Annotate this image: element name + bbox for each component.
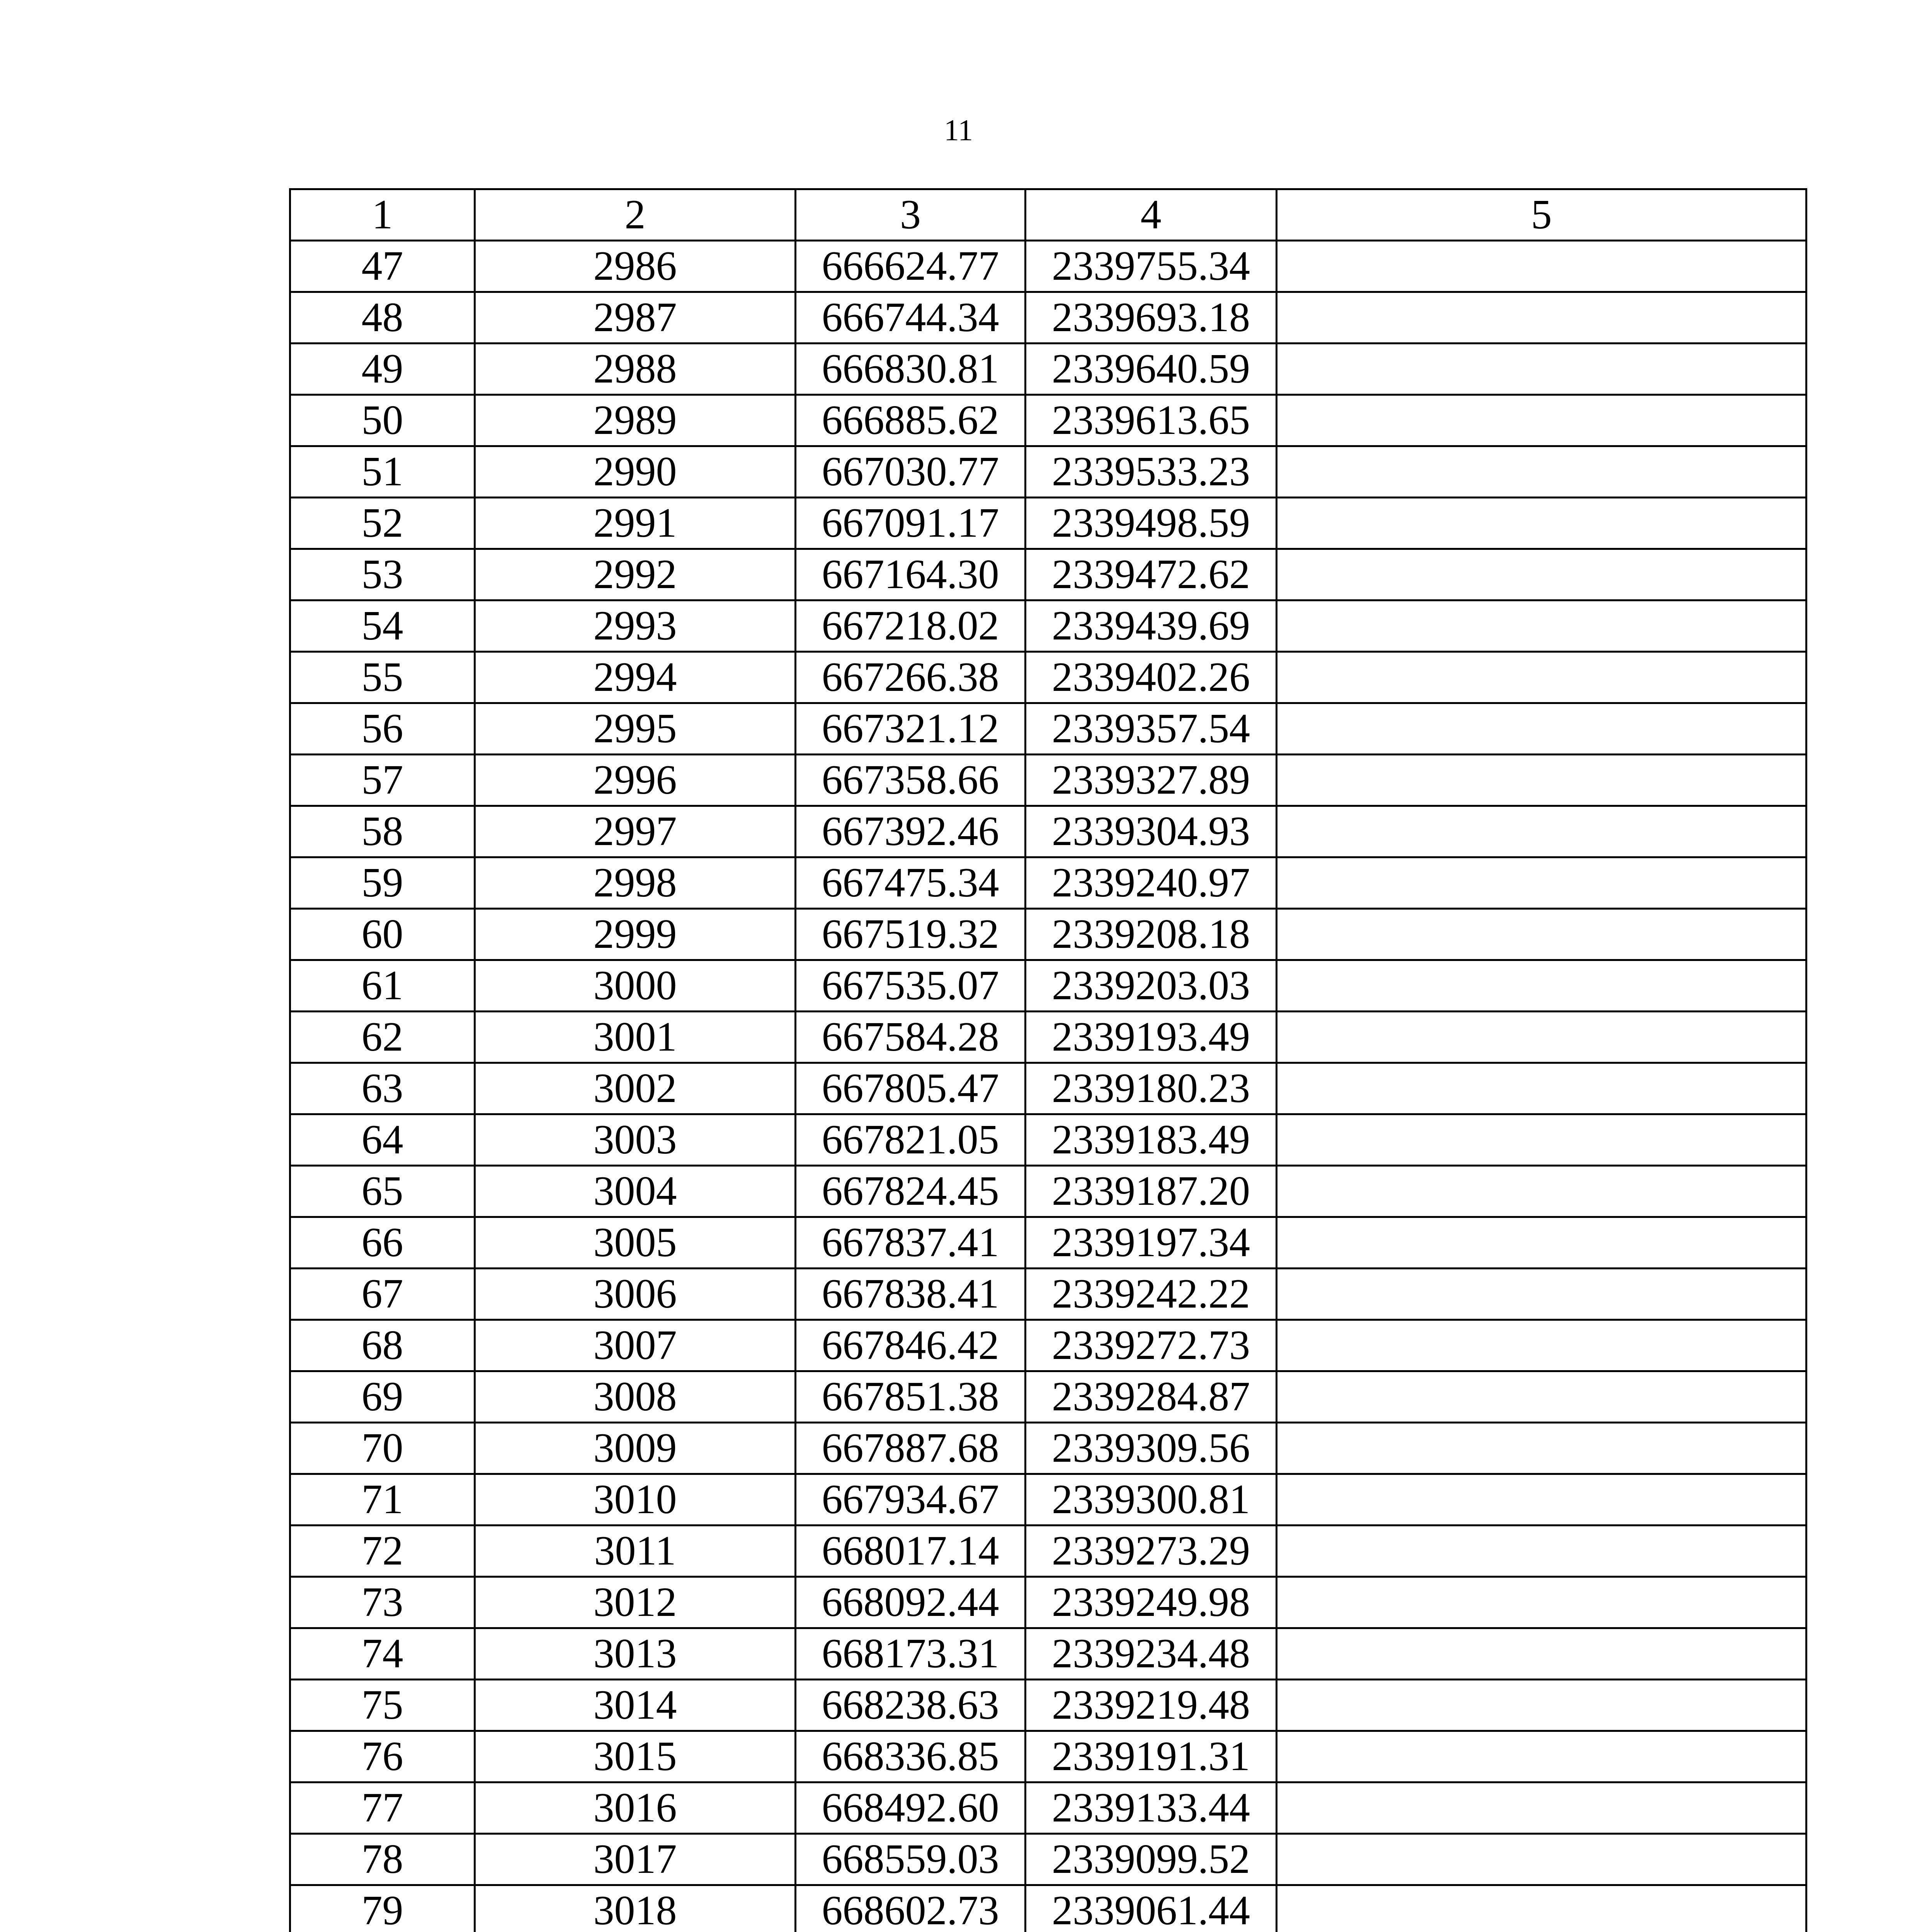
table-cell-col-2: 3011 bbox=[475, 1526, 796, 1577]
table-cell-col-5 bbox=[1277, 1577, 1806, 1628]
table-cell-col-3: 667838.41 bbox=[796, 1269, 1026, 1320]
table-cell-col-2: 2992 bbox=[475, 549, 796, 600]
table-cell-col-5 bbox=[1277, 1474, 1806, 1526]
table-cell-col-3: 667821.05 bbox=[796, 1114, 1026, 1166]
table-cell-col-1: 62 bbox=[290, 1012, 475, 1063]
table-cell-col-5 bbox=[1277, 1782, 1806, 1834]
table-cell-col-4: 2339197.34 bbox=[1026, 1217, 1277, 1269]
table-cell-col-4: 2339061.44 bbox=[1026, 1885, 1277, 1932]
table-cell-col-1: 67 bbox=[290, 1269, 475, 1320]
table-cell-col-1: 72 bbox=[290, 1526, 475, 1577]
table-cell-col-2: 2995 bbox=[475, 703, 796, 755]
table-cell-col-4: 2339191.31 bbox=[1026, 1731, 1277, 1782]
table-row bbox=[290, 1012, 1806, 1063]
table-cell-col-4: 2339300.81 bbox=[1026, 1474, 1277, 1526]
table-row bbox=[290, 344, 1806, 395]
table-cell-col-5 bbox=[1277, 1012, 1806, 1063]
table-cell-col-2: 3004 bbox=[475, 1166, 796, 1217]
table-row bbox=[290, 857, 1806, 909]
table-cell-col-5 bbox=[1277, 446, 1806, 498]
table-cell-col-3: 667030.77 bbox=[796, 446, 1026, 498]
table-cell-col-1: 77 bbox=[290, 1782, 475, 1834]
table-cell-col-2: 3010 bbox=[475, 1474, 796, 1526]
table-cell-col-3: 667851.38 bbox=[796, 1371, 1026, 1423]
page-number: 11 bbox=[944, 113, 973, 147]
table-row bbox=[290, 806, 1806, 857]
table-cell-col-5 bbox=[1277, 1320, 1806, 1371]
table-cell-col-2: 3012 bbox=[475, 1577, 796, 1628]
table-cell-col-1: 60 bbox=[290, 909, 475, 960]
table-cell-col-3: 667164.30 bbox=[796, 549, 1026, 600]
header-cell-col-5: 5 bbox=[1277, 189, 1806, 241]
table-cell-col-4: 2339240.97 bbox=[1026, 857, 1277, 909]
table-cell-col-3: 667805.47 bbox=[796, 1063, 1026, 1114]
table-cell-col-4: 2339309.56 bbox=[1026, 1423, 1277, 1474]
header-cell-col-4: 4 bbox=[1026, 189, 1277, 241]
table-cell-col-1: 70 bbox=[290, 1423, 475, 1474]
table-cell-col-4: 2339193.49 bbox=[1026, 1012, 1277, 1063]
table-cell-col-5 bbox=[1277, 1063, 1806, 1114]
table-cell-col-2: 3014 bbox=[475, 1680, 796, 1731]
table-cell-col-1: 52 bbox=[290, 498, 475, 549]
table-row bbox=[290, 446, 1806, 498]
table-cell-col-2: 3006 bbox=[475, 1269, 796, 1320]
table-row bbox=[290, 1731, 1806, 1782]
table-cell-col-2: 3001 bbox=[475, 1012, 796, 1063]
table-cell-col-4: 2339284.87 bbox=[1026, 1371, 1277, 1423]
table-cell-col-3: 667824.45 bbox=[796, 1166, 1026, 1217]
table-cell-col-4: 2339357.54 bbox=[1026, 703, 1277, 755]
table-cell-col-5 bbox=[1277, 1834, 1806, 1885]
table-cell-col-5 bbox=[1277, 1166, 1806, 1217]
table-cell-col-3: 667321.12 bbox=[796, 703, 1026, 755]
table-cell-col-5 bbox=[1277, 1423, 1806, 1474]
table-cell-col-2: 3009 bbox=[475, 1423, 796, 1474]
table-header-row bbox=[290, 189, 1806, 241]
table-cell-col-3: 666830.81 bbox=[796, 344, 1026, 395]
table-cell-col-4: 2339533.23 bbox=[1026, 446, 1277, 498]
table-cell-col-3: 668238.63 bbox=[796, 1680, 1026, 1731]
table-cell-col-1: 59 bbox=[290, 857, 475, 909]
table-cell-col-4: 2339234.48 bbox=[1026, 1628, 1277, 1680]
table-row bbox=[290, 1217, 1806, 1269]
table-cell-col-5 bbox=[1277, 806, 1806, 857]
table-cell-col-4: 2339187.20 bbox=[1026, 1166, 1277, 1217]
table-row bbox=[290, 498, 1806, 549]
table-cell-col-3: 667266.38 bbox=[796, 652, 1026, 703]
table-cell-col-1: 49 bbox=[290, 344, 475, 395]
table-cell-col-1: 65 bbox=[290, 1166, 475, 1217]
table-row bbox=[290, 909, 1806, 960]
table-cell-col-1: 74 bbox=[290, 1628, 475, 1680]
table-row bbox=[290, 755, 1806, 806]
table-cell-col-5 bbox=[1277, 600, 1806, 652]
table-cell-col-1: 69 bbox=[290, 1371, 475, 1423]
table-cell-col-4: 2339272.73 bbox=[1026, 1320, 1277, 1371]
table-cell-col-2: 2996 bbox=[475, 755, 796, 806]
table-cell-col-5 bbox=[1277, 1114, 1806, 1166]
table-cell-col-4: 2339219.48 bbox=[1026, 1680, 1277, 1731]
table-cell-col-2: 2990 bbox=[475, 446, 796, 498]
table-cell-col-2: 3003 bbox=[475, 1114, 796, 1166]
table-cell-col-2: 3015 bbox=[475, 1731, 796, 1782]
table-cell-col-1: 76 bbox=[290, 1731, 475, 1782]
table-cell-col-1: 66 bbox=[290, 1217, 475, 1269]
table-cell-col-2: 3013 bbox=[475, 1628, 796, 1680]
table-cell-col-1: 75 bbox=[290, 1680, 475, 1731]
table-cell-col-4: 2339498.59 bbox=[1026, 498, 1277, 549]
table-cell-col-5 bbox=[1277, 1526, 1806, 1577]
table-cell-col-5 bbox=[1277, 1269, 1806, 1320]
table-cell-col-4: 2339640.59 bbox=[1026, 344, 1277, 395]
table-cell-col-3: 667091.17 bbox=[796, 498, 1026, 549]
table-cell-col-3: 667475.34 bbox=[796, 857, 1026, 909]
table-cell-col-2: 3017 bbox=[475, 1834, 796, 1885]
table-cell-col-2: 3008 bbox=[475, 1371, 796, 1423]
table-cell-col-5 bbox=[1277, 909, 1806, 960]
table-cell-col-4: 2339133.44 bbox=[1026, 1782, 1277, 1834]
table-cell-col-4: 2339693.18 bbox=[1026, 292, 1277, 344]
table-cell-col-2: 2988 bbox=[475, 344, 796, 395]
table-row bbox=[290, 1423, 1806, 1474]
table-cell-col-5 bbox=[1277, 498, 1806, 549]
table-cell-col-4: 2339327.89 bbox=[1026, 755, 1277, 806]
header-cell-col-2: 2 bbox=[475, 189, 796, 241]
table-row bbox=[290, 1269, 1806, 1320]
table-cell-col-1: 61 bbox=[290, 960, 475, 1012]
table-cell-col-5 bbox=[1277, 1731, 1806, 1782]
table-cell-col-1: 63 bbox=[290, 1063, 475, 1114]
table-row bbox=[290, 1577, 1806, 1628]
table-cell-col-2: 3000 bbox=[475, 960, 796, 1012]
table-row bbox=[290, 1114, 1806, 1166]
table-cell-col-3: 668173.31 bbox=[796, 1628, 1026, 1680]
table-cell-col-3: 668092.44 bbox=[796, 1577, 1026, 1628]
table-cell-col-4: 2339472.62 bbox=[1026, 549, 1277, 600]
table-cell-col-1: 47 bbox=[290, 241, 475, 292]
table-cell-col-5 bbox=[1277, 549, 1806, 600]
table-cell-col-3: 667392.46 bbox=[796, 806, 1026, 857]
table-cell-col-1: 79 bbox=[290, 1885, 475, 1932]
table-cell-col-4: 2339439.69 bbox=[1026, 600, 1277, 652]
table-cell-col-5 bbox=[1277, 703, 1806, 755]
table-cell-col-1: 58 bbox=[290, 806, 475, 857]
table-cell-col-4: 2339304.93 bbox=[1026, 806, 1277, 857]
table-row bbox=[290, 1526, 1806, 1577]
table-cell-col-1: 56 bbox=[290, 703, 475, 755]
table-cell-col-4: 2339099.52 bbox=[1026, 1834, 1277, 1885]
table-cell-col-1: 64 bbox=[290, 1114, 475, 1166]
table-cell-col-4: 2339208.18 bbox=[1026, 909, 1277, 960]
table-cell-col-1: 55 bbox=[290, 652, 475, 703]
table-cell-col-4: 2339273.29 bbox=[1026, 1526, 1277, 1577]
table-cell-col-4: 2339755.34 bbox=[1026, 241, 1277, 292]
table-body bbox=[290, 189, 1806, 1932]
table-row bbox=[290, 600, 1806, 652]
table-row bbox=[290, 960, 1806, 1012]
table-cell-col-2: 2989 bbox=[475, 395, 796, 446]
table-cell-col-3: 667535.07 bbox=[796, 960, 1026, 1012]
table-cell-col-5 bbox=[1277, 395, 1806, 446]
table-cell-col-5 bbox=[1277, 1628, 1806, 1680]
table-row bbox=[290, 549, 1806, 600]
table-cell-col-5 bbox=[1277, 857, 1806, 909]
table-cell-col-4: 2339183.49 bbox=[1026, 1114, 1277, 1166]
table-cell-col-3: 668336.85 bbox=[796, 1731, 1026, 1782]
table-cell-col-1: 73 bbox=[290, 1577, 475, 1628]
coordinates-table bbox=[289, 188, 1807, 1932]
table-cell-col-4: 2339180.23 bbox=[1026, 1063, 1277, 1114]
table-cell-col-5 bbox=[1277, 960, 1806, 1012]
table-cell-col-1: 57 bbox=[290, 755, 475, 806]
table-cell-col-2: 2986 bbox=[475, 241, 796, 292]
table-row bbox=[290, 1628, 1806, 1680]
table-cell-col-4: 2339402.26 bbox=[1026, 652, 1277, 703]
table-cell-col-2: 3002 bbox=[475, 1063, 796, 1114]
table-cell-col-5 bbox=[1277, 292, 1806, 344]
table-cell-col-4: 2339242.22 bbox=[1026, 1269, 1277, 1320]
table-cell-col-3: 666885.62 bbox=[796, 395, 1026, 446]
table-row bbox=[290, 1782, 1806, 1834]
table-cell-col-4: 2339249.98 bbox=[1026, 1577, 1277, 1628]
table-cell-col-1: 68 bbox=[290, 1320, 475, 1371]
table-cell-col-3: 668017.14 bbox=[796, 1526, 1026, 1577]
table-cell-col-3: 667218.02 bbox=[796, 600, 1026, 652]
table-cell-col-4: 2339613.65 bbox=[1026, 395, 1277, 446]
table-cell-col-3: 666744.34 bbox=[796, 292, 1026, 344]
header-cell-col-1: 1 bbox=[290, 189, 475, 241]
table-cell-col-2: 3018 bbox=[475, 1885, 796, 1932]
table-cell-col-3: 667846.42 bbox=[796, 1320, 1026, 1371]
table-cell-col-3: 667934.67 bbox=[796, 1474, 1026, 1526]
table-row bbox=[290, 1371, 1806, 1423]
table-cell-col-5 bbox=[1277, 1680, 1806, 1731]
table-cell-col-2: 3007 bbox=[475, 1320, 796, 1371]
table-cell-col-3: 667358.66 bbox=[796, 755, 1026, 806]
table-row bbox=[290, 1320, 1806, 1371]
table-cell-col-2: 2999 bbox=[475, 909, 796, 960]
table-cell-col-3: 667837.41 bbox=[796, 1217, 1026, 1269]
table-cell-col-2: 2997 bbox=[475, 806, 796, 857]
table-cell-col-1: 78 bbox=[290, 1834, 475, 1885]
table-row bbox=[290, 652, 1806, 703]
table-cell-col-5 bbox=[1277, 1885, 1806, 1932]
table-cell-col-2: 2998 bbox=[475, 857, 796, 909]
table-row bbox=[290, 1885, 1806, 1932]
table-cell-col-2: 3005 bbox=[475, 1217, 796, 1269]
table-row bbox=[290, 1680, 1806, 1731]
table-cell-col-3: 668492.60 bbox=[796, 1782, 1026, 1834]
table-cell-col-5 bbox=[1277, 652, 1806, 703]
table-cell-col-5 bbox=[1277, 755, 1806, 806]
table-cell-col-2: 2991 bbox=[475, 498, 796, 549]
table-cell-col-3: 667519.32 bbox=[796, 909, 1026, 960]
table-cell-col-4: 2339203.03 bbox=[1026, 960, 1277, 1012]
table-cell-col-1: 53 bbox=[290, 549, 475, 600]
table-cell-col-3: 666624.77 bbox=[796, 241, 1026, 292]
table-row bbox=[290, 1834, 1806, 1885]
table-cell-col-3: 667887.68 bbox=[796, 1423, 1026, 1474]
table-cell-col-1: 48 bbox=[290, 292, 475, 344]
table-cell-col-5 bbox=[1277, 1371, 1806, 1423]
table-cell-col-3: 668602.73 bbox=[796, 1885, 1026, 1932]
table-cell-col-2: 2994 bbox=[475, 652, 796, 703]
table-row bbox=[290, 292, 1806, 344]
table-row bbox=[290, 1063, 1806, 1114]
table-row bbox=[290, 1166, 1806, 1217]
table-row bbox=[290, 241, 1806, 292]
table-row bbox=[290, 1474, 1806, 1526]
table-cell-col-3: 667584.28 bbox=[796, 1012, 1026, 1063]
table-cell-col-5 bbox=[1277, 241, 1806, 292]
table-cell-col-1: 50 bbox=[290, 395, 475, 446]
table-cell-col-5 bbox=[1277, 1217, 1806, 1269]
table-row bbox=[290, 703, 1806, 755]
table-cell-col-2: 3016 bbox=[475, 1782, 796, 1834]
table-cell-col-2: 2993 bbox=[475, 600, 796, 652]
table-cell-col-1: 51 bbox=[290, 446, 475, 498]
table-cell-col-1: 54 bbox=[290, 600, 475, 652]
table-cell-col-3: 668559.03 bbox=[796, 1834, 1026, 1885]
table-cell-col-5 bbox=[1277, 344, 1806, 395]
header-cell-col-3: 3 bbox=[796, 189, 1026, 241]
table-row bbox=[290, 395, 1806, 446]
table-cell-col-1: 71 bbox=[290, 1474, 475, 1526]
table-cell-col-2: 2987 bbox=[475, 292, 796, 344]
